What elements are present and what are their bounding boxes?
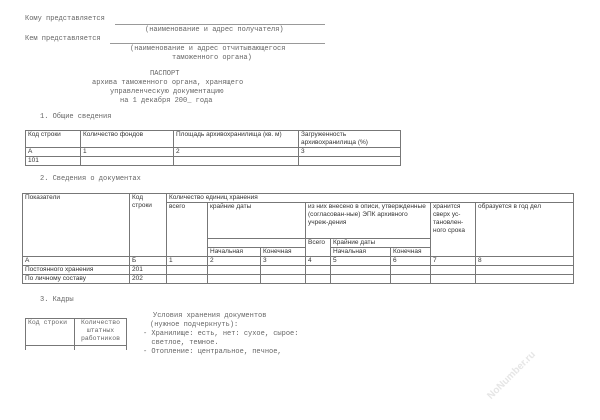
- index-cell: А: [26, 148, 81, 157]
- col-header: Крайние даты: [331, 239, 431, 248]
- doc-title: ПАСПОРТ: [150, 70, 180, 78]
- doc-subtitle-3: на 1 декабря 200_ года: [120, 97, 213, 105]
- doc-subtitle-1: архива таможенного органа, хранящего: [92, 79, 244, 87]
- conditions-4: светлое, темное.: [143, 339, 219, 347]
- section-2-heading: 2. Сведения о документах: [40, 175, 141, 183]
- cell[interactable]: [391, 275, 431, 284]
- index-cell: Б: [130, 257, 167, 266]
- table-row: [26, 157, 401, 166]
- cell[interactable]: [26, 346, 75, 350]
- cell[interactable]: [431, 266, 476, 275]
- conditions-2: (нужное подчеркнуть):: [150, 321, 239, 329]
- col-header: Код строки: [26, 319, 75, 346]
- col-header: Количество штатных работников: [75, 319, 127, 346]
- col-header: крайние даты: [208, 203, 306, 239]
- col-header: Количество единиц хранения: [167, 194, 574, 203]
- index-cell: 7: [431, 257, 476, 266]
- blank-cell: [208, 239, 306, 248]
- table-row: [23, 275, 574, 284]
- watermark: NoNumber.ru: [485, 349, 538, 402]
- index-cell: 2: [174, 148, 299, 157]
- row-label: Постоянного хранения: [23, 266, 130, 275]
- cell[interactable]: [331, 275, 391, 284]
- conditions-3: - Хранилище: есть, нет: сухое, сырое:: [143, 330, 299, 338]
- cell[interactable]: [167, 266, 208, 275]
- sender-line: [110, 43, 325, 44]
- cell[interactable]: [391, 266, 431, 275]
- sender-label: Кем представляется: [25, 35, 101, 43]
- sender-hint-2: таможенного органа): [172, 54, 252, 62]
- cell[interactable]: [75, 346, 127, 350]
- conditions-5: - Отопление: центральное, печное,: [143, 348, 282, 356]
- col-header: Код строки: [130, 194, 167, 257]
- table-row: [23, 266, 574, 275]
- cell[interactable]: [261, 266, 306, 275]
- col-header: Всего: [306, 239, 331, 257]
- col-header: образуется в год дел: [476, 203, 574, 257]
- col-header: Количество фондов: [81, 131, 174, 148]
- recipient-line: [115, 24, 325, 25]
- row-label: По личному составу: [23, 275, 130, 284]
- col-header: Начальная: [208, 248, 261, 257]
- index-cell: 1: [81, 148, 174, 157]
- index-cell: 2: [208, 257, 261, 266]
- col-header: хранится сверх ус-тановлен-ного срока: [431, 203, 476, 257]
- index-cell: 8: [476, 257, 574, 266]
- cell[interactable]: [174, 157, 299, 166]
- col-header: Показатели: [23, 194, 130, 257]
- section-3-heading: 3. Кадры: [40, 296, 74, 304]
- doc-subtitle-2: управленческую документацию: [110, 88, 224, 96]
- index-cell: А: [23, 257, 130, 266]
- general-info-table: [25, 130, 401, 166]
- index-cell: 3: [299, 148, 401, 157]
- row-code: 202: [130, 275, 167, 284]
- cell[interactable]: [306, 275, 331, 284]
- documents-table: [22, 193, 574, 284]
- cell[interactable]: [431, 275, 476, 284]
- cell[interactable]: [261, 275, 306, 284]
- col-header: Конечная: [261, 248, 306, 257]
- col-header: Начальная: [331, 248, 391, 257]
- cell[interactable]: [331, 266, 391, 275]
- cell[interactable]: [299, 157, 401, 166]
- cell[interactable]: [167, 275, 208, 284]
- recipient-hint: (наименование и адрес получателя): [145, 26, 284, 34]
- cell[interactable]: [306, 266, 331, 275]
- index-cell: 3: [261, 257, 306, 266]
- col-header: Конечная: [391, 248, 431, 257]
- index-cell: 1: [167, 257, 208, 266]
- index-cell: 5: [331, 257, 391, 266]
- col-header: из них внесено в описи, утвержденные (согласован-ные) ЭПК архивного учреж-дения: [306, 203, 431, 239]
- cell[interactable]: [81, 157, 174, 166]
- col-header: Загруженность архивохранилища (%): [299, 131, 401, 148]
- cell[interactable]: [476, 266, 574, 275]
- index-cell: 6: [391, 257, 431, 266]
- col-header: Код строки: [26, 131, 81, 148]
- cell[interactable]: [208, 266, 261, 275]
- sender-hint-1: (наименование и адрес отчитывающегося: [130, 45, 286, 53]
- row-code: 201: [130, 266, 167, 275]
- staff-table: [25, 318, 127, 350]
- cell[interactable]: [208, 275, 261, 284]
- row-code: 101: [26, 157, 81, 166]
- col-header: всего: [167, 203, 208, 257]
- col-header: Площадь архивохранилища (кв. м): [174, 131, 299, 148]
- index-cell: 4: [306, 257, 331, 266]
- section-1-heading: 1. Общие сведения: [40, 113, 112, 121]
- recipient-label: Кому представляется: [25, 15, 105, 23]
- conditions-1: Условия хранения документов: [153, 312, 267, 320]
- cell[interactable]: [476, 275, 574, 284]
